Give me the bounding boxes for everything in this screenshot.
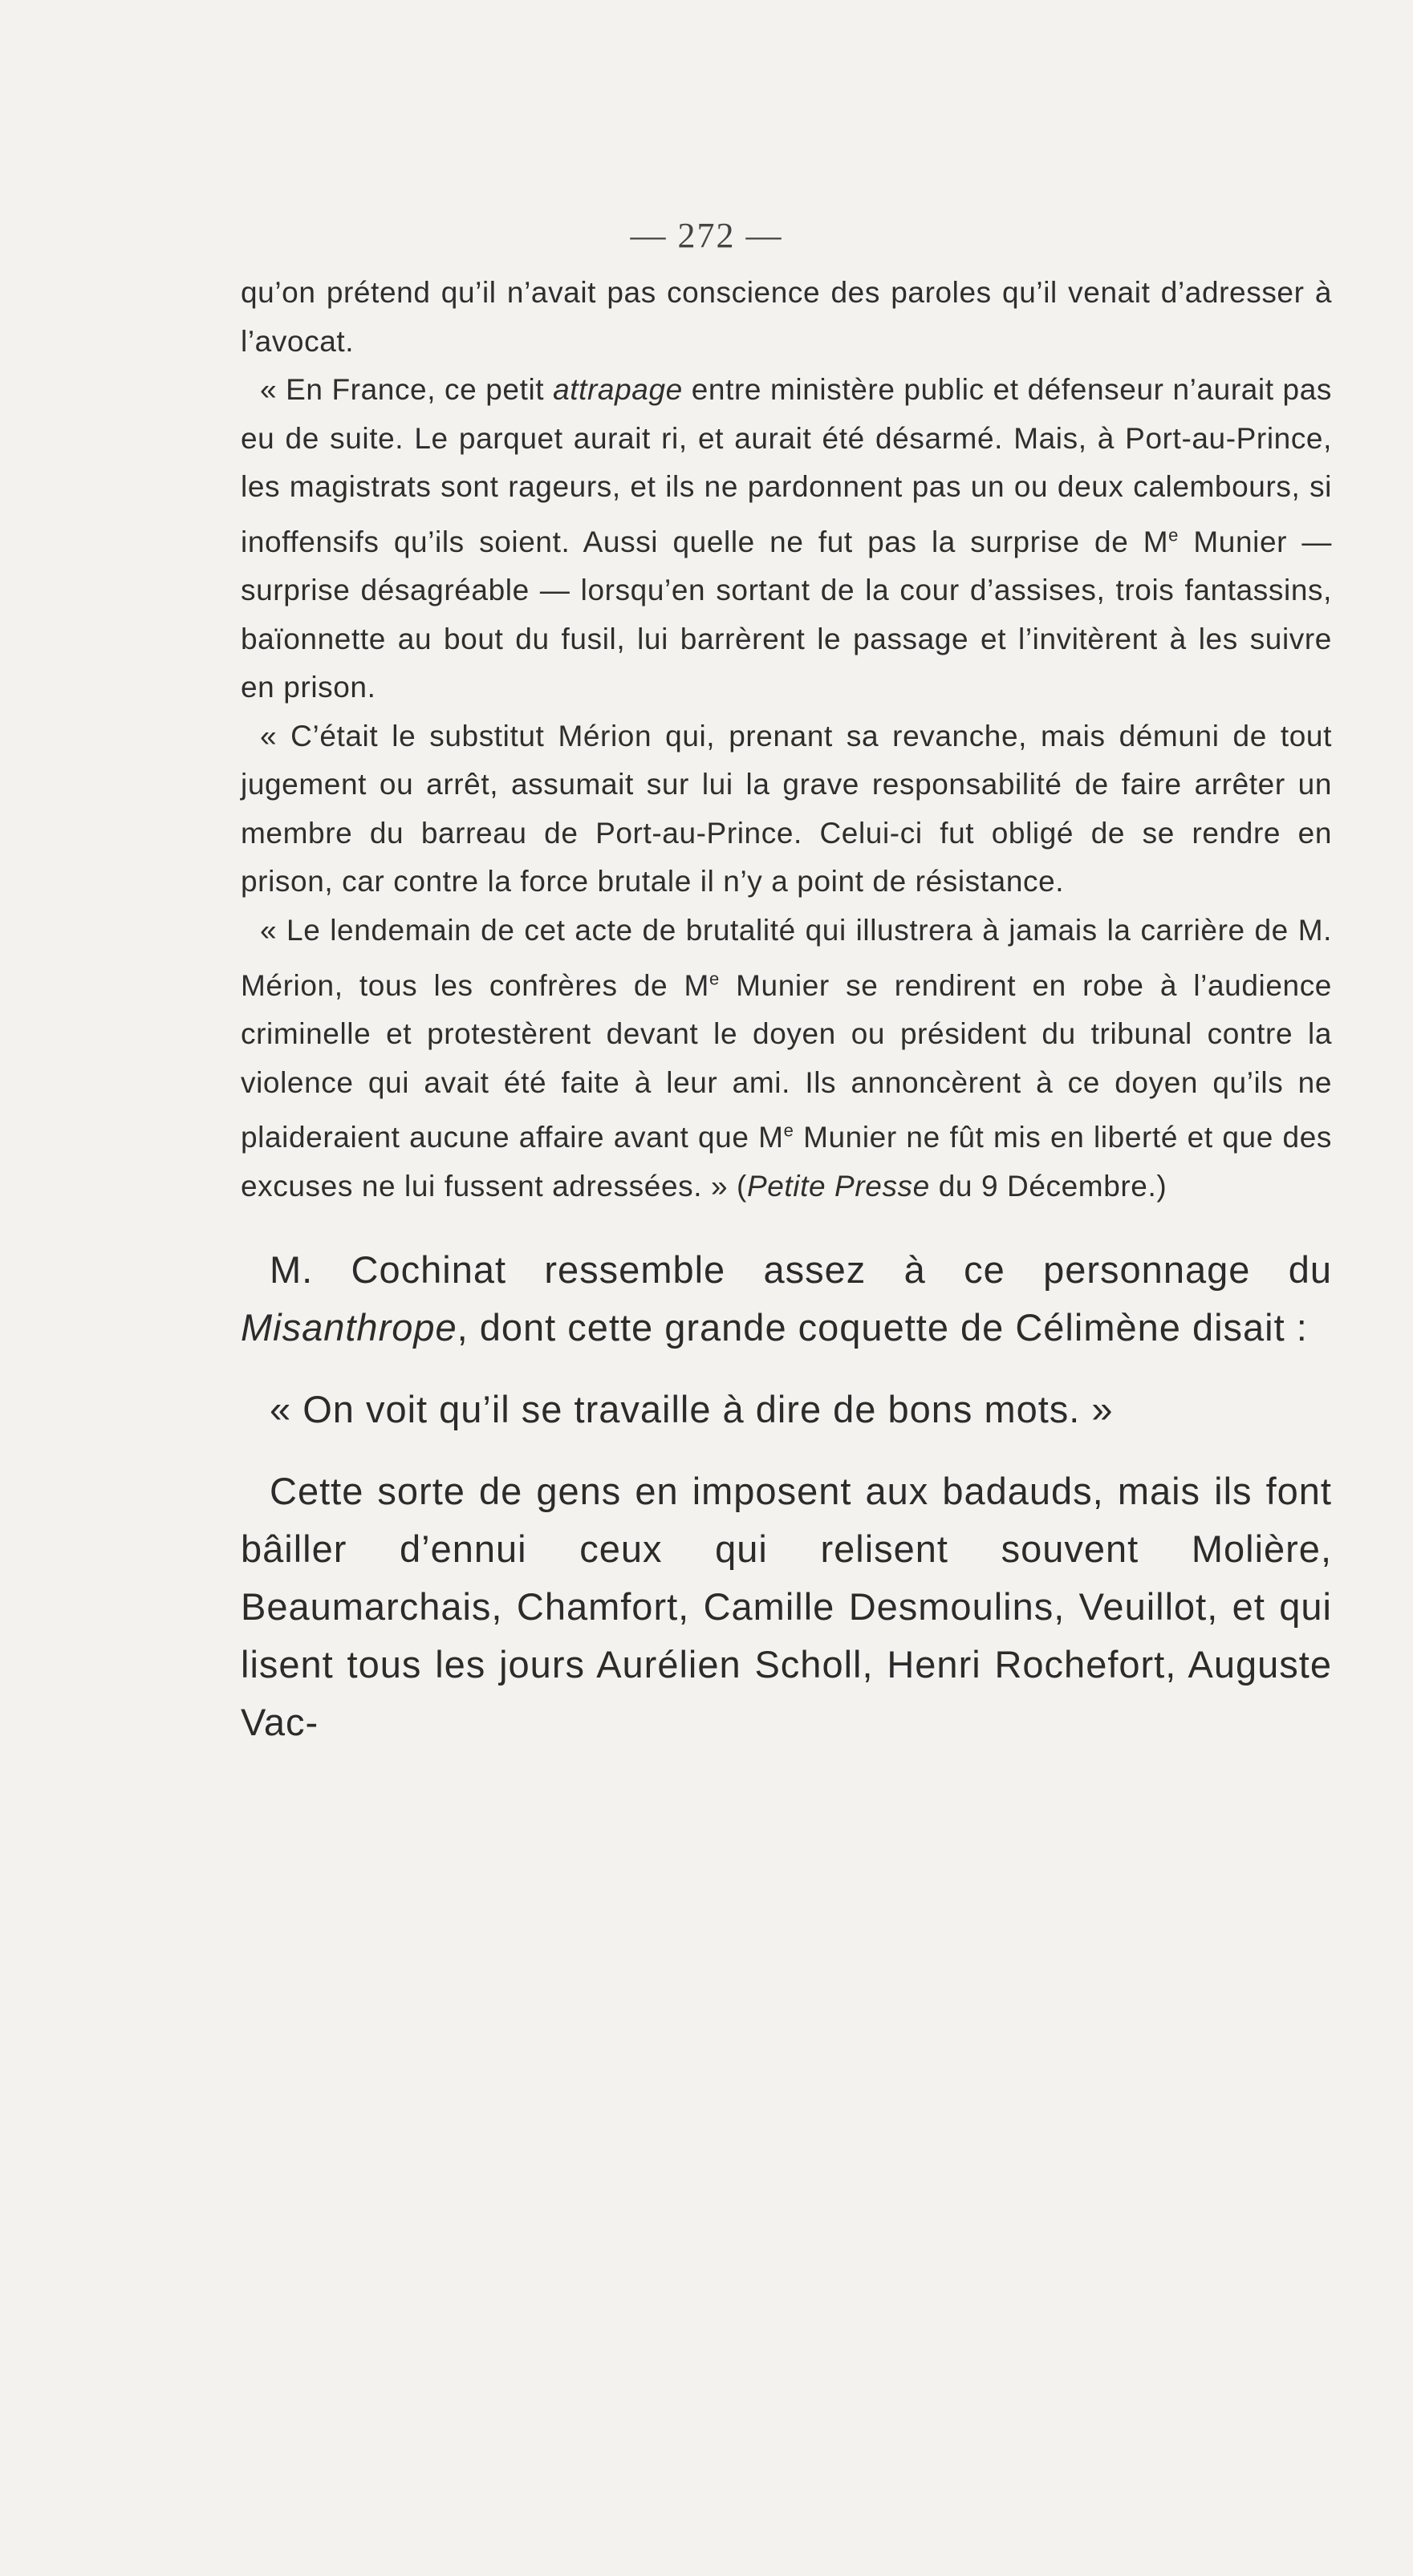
paragraph-1: qu’on prétend qu’il n’avait pas conscience des paroles qu’il venait d’adresser à l’avocat.: [241, 276, 1332, 358]
paragraph-4-part-2: du 9 Décembre.): [929, 1169, 1167, 1203]
paragraph-5: [241, 1241, 1332, 1357]
paragraph-4: [241, 907, 1332, 1211]
paragraph-6: Cette sorte de gens en imposent aux badauds, mais ils font bâiller d’ennui ceux qui relisent souvent Molière, Beaumarchais, Chamfort, Camille Desmoulins, Veuillot, et qui lisent tous les jours Aurélien Scholl, Henri Rochefort, Auguste Vac-: [241, 1470, 1332, 1744]
italic-attrapage: attrapage: [553, 373, 683, 406]
quotation: « On voit qu’il se travaille à dire de bons mots. »: [270, 1388, 1114, 1431]
italic-misanthrope: Misanthrope: [241, 1306, 457, 1349]
paragraph-3: « C’était le substitut Mérion qui, prenant sa revanche, mais démuni de tout jugement ou arrêt, assumait sur lui la grave responsabilité de faire arrêter un membre du barreau de Port-au-Prince. Celui-ci fut obligé de se rendre en prison, car contre la force brutale il n’y a point de résistance.: [241, 719, 1332, 899]
author-commentary: [241, 1241, 1332, 1751]
italic-petite-presse: Petite Presse: [746, 1169, 930, 1203]
paragraph-4-part-1: « Le lendemain de cet acte de brutalité qui illustrera à jamais la carrière de M. Mérion, tous les confrères de Me Munier se rendirent en robe à l’audience criminelle et protestèrent devant le doyen ou président du tribunal contre la violence qui avait été faite à leur ami. Ils annoncèrent à ce doyen qu’ils ne plaideraient aucune affaire avant que Me Munier ne fût mis en liberté et que des excuses ne lui fussent adressées. » (: [241, 913, 1333, 1203]
paragraph-5-before: M. Cochinat ressemble assez à ce personnage du: [270, 1248, 1332, 1292]
paragraph-2: [241, 366, 1332, 712]
paragraph-5-after: , dont cette grande coquette de Célimène disait :: [457, 1306, 1308, 1349]
paragraph-2-part-2: entre ministère public et défenseur n’aurait pas eu de suite. Le parquet aurait ri, et aurait été désarmé. Mais, à Port-au-Prince, les magistrats sont rageurs, et ils ne pardonnent pas un ou deux calembours, si inoffensifs qu’ils soient. Aussi quelle ne fut pas la surprise de Me Munier — surprise désagréable — lorsqu’en sortant de la cour d’assises, trois fantassins, baïonnette au bout du fusil, lui barrèrent le passage et l’invitèrent à les suivre en prison.: [241, 373, 1332, 704]
quoted-article: [241, 269, 1332, 1211]
page-body: [241, 269, 1332, 1751]
paragraph-2-part-1: « En France, ce petit: [260, 373, 554, 406]
page-number: — 272 —: [630, 216, 783, 255]
